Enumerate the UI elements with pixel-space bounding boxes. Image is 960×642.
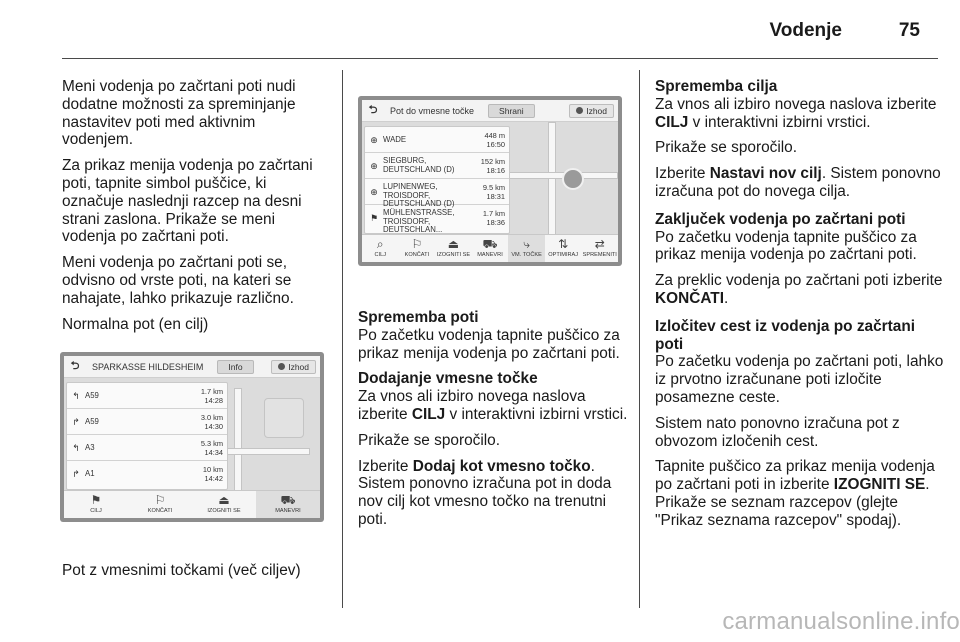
exit-icon: [278, 363, 285, 370]
heading-change-destination: Sprememba cilja: [655, 78, 778, 95]
col2-paragraph-1: Po začetku vodenja tapnite puščico za prikaz menija vodenja po začrtani poti.: [358, 326, 620, 362]
col2-paragraph-2: Za vnos ali izbiro novega naslova izberite CILJ v interaktivni izbirni vrstici.: [358, 388, 628, 423]
turn-arrow-icon: ↱: [72, 469, 80, 479]
waypoint-icon: ⊕: [370, 161, 378, 171]
page-number: 75: [898, 20, 920, 41]
position-icon: [562, 168, 584, 190]
watermark: carmanualsonline.info: [722, 608, 960, 635]
info-button[interactable]: Info: [217, 360, 253, 374]
screenshot-waypoint-route: [358, 96, 622, 266]
route-title: Pot do vmesne točke: [390, 105, 475, 116]
change-route-icon: ⇄: [594, 237, 605, 251]
maneuvers-button[interactable]: ⛟ MANEVRI: [256, 491, 320, 518]
heading-exclude-roads: Izločitev cest iz vodenja po začrtani poti: [655, 317, 916, 353]
optimize-button[interactable]: ⇅ OPTIMIRAJ: [545, 235, 582, 262]
destination-icon: ⚑: [369, 213, 379, 223]
back-icon[interactable]: ⮌: [368, 104, 378, 116]
screenshot-normal-route: [60, 352, 324, 522]
col3-paragraph-7: Sistem nato ponovno izračuna pot z obvozom izločenih cest.: [655, 414, 900, 450]
col1-paragraph-2: Za prikaz menija vodenja po začrtani poti, tapnite simbol puščice, ki označuje naslednji razcep na desni strani zaslona. Prikaže se meni vodenja po začrtani poti.: [62, 157, 313, 246]
col3-paragraph-1: Za vnos ali izbiro novega naslova izberite CILJ v interaktivni izbirni vrstici.: [655, 95, 937, 131]
interaction-bar: [64, 490, 320, 518]
end-route-button[interactable]: ⚐ KONČATI: [399, 235, 436, 262]
column-1: [62, 78, 328, 341]
waypoints-button[interactable]: ⤷ VM. TOČKE: [508, 235, 545, 262]
avoid-road-icon: ⏏: [218, 493, 230, 507]
waypoint-icon: ⊕: [370, 187, 378, 197]
list-item[interactable]: ⚑ MÜHLENSTRASSE, TROISDORF, DEUTSCHLAN... 1.7 km 18:36: [369, 208, 505, 235]
list-item[interactable]: ↰ A3 5.3 km 14:34: [67, 435, 227, 461]
interaction-bar: [362, 234, 618, 262]
back-icon[interactable]: ⮌: [70, 360, 80, 372]
list-item[interactable]: ⊕ WADE 448 m 16:50: [365, 127, 509, 153]
col3-paragraph-8: Tapnite puščico za prikaz menija vodenja po začrtani poti in izberite IZOGNITI SE. Prikaže se seznam razcepov (glejte "Prikaz seznama razcepov" spodaj).: [655, 458, 935, 529]
maneuvers-button[interactable]: ⛟ MANEVRI: [472, 235, 509, 262]
maneuver-icon: ⛟: [280, 493, 296, 507]
column-2: [358, 309, 630, 537]
waypoint-list: [364, 126, 510, 234]
column-3: [655, 78, 947, 530]
avoid-button[interactable]: ⏏ IZOGNITI SE: [436, 237, 471, 258]
figure-caption: Pot z vmesnimi točkami (več ciljev): [62, 562, 301, 579]
figure-caption-block: [62, 562, 328, 580]
col3-paragraph-4: Po začetku vodenja tapnite puščico za prikaz menija vodenja po začrtani poti.: [655, 228, 917, 264]
col2-paragraph-4: Izberite Dodaj kot vmesno točko. Sistem ponovno izračuna pot in doda nov cilj kot vmesno točko na trenutni poti.: [358, 457, 612, 528]
route-title: SPARKASSE HILDESHEIM: [92, 361, 204, 372]
header-rule: [62, 58, 938, 59]
destination-button[interactable]: ⌕ CILJ: [362, 235, 399, 262]
list-item[interactable]: ↰ A59 1.7 km 14:28: [67, 383, 227, 409]
col3-paragraph-5: Za preklic vodenja po začrtani poti izberite KONČATI.: [655, 272, 943, 307]
top-bar: [362, 100, 618, 122]
avoid-button[interactable]: ⏏ IZOGNITI SE: [192, 491, 256, 518]
list-item[interactable]: ↱ A59 3.0 km 14:30: [67, 409, 227, 435]
col1-paragraph-4: Normalna pot (en cilj): [62, 315, 209, 333]
waypoint-route-icon: ⤷: [523, 237, 530, 251]
change-button[interactable]: ⇄ SPREMENITI: [582, 237, 617, 258]
exit-button[interactable]: Izhod: [569, 104, 614, 118]
stop-flag-icon: ⚐: [154, 493, 166, 507]
turn-arrow-icon: ↰: [72, 391, 80, 401]
save-button[interactable]: Shrani: [488, 104, 535, 118]
heading-end-guidance: Zaključek vodenja po začrtani poti: [655, 210, 906, 228]
list-item[interactable]: ↱ A1 10 km 14:42: [72, 465, 223, 483]
heading-route-change: Sprememba poti: [358, 309, 479, 326]
maneuver-list: [66, 382, 228, 490]
list-item[interactable]: ⊕ LUPINENWEG, TROISDORF, DEUTSCHLAND (D) 9.5 km 18:31: [365, 179, 509, 205]
exit-button[interactable]: Izhod: [271, 360, 316, 374]
search-icon: ⌕: [376, 237, 384, 251]
col3-paragraph-2: Prikaže se sporočilo.: [655, 139, 797, 157]
stop-flag-icon: ⚐: [411, 237, 423, 251]
avoid-road-icon: ⏏: [447, 237, 460, 251]
waypoint-icon: ⊕: [370, 135, 378, 145]
destination-button[interactable]: ⚑ CILJ: [64, 491, 128, 518]
turn-arrow-icon: ↰: [72, 443, 80, 453]
end-route-button[interactable]: ⚐ KONČATI: [128, 491, 192, 518]
col3-paragraph-3: Izberite Nastavi nov cilj. Sistem ponovno izračuna pot do novega cilja.: [655, 165, 941, 200]
page-title: Vodenje: [769, 20, 842, 41]
top-bar: [64, 356, 320, 378]
flag-icon: ⚑: [90, 493, 102, 507]
heading-add-waypoint: Dodajanje vmesne točke: [358, 370, 538, 388]
optimize-icon: ⇅: [558, 237, 569, 251]
col3-paragraph-6: Po začetku vodenja po začrtani poti, lahko iz prvotno izračunane poti izločite posamezne ceste.: [655, 353, 944, 406]
exit-icon: [576, 107, 583, 114]
list-item[interactable]: ⊕ SIEGBURG, DEUTSCHLAND (D) 152 km 18:16: [365, 153, 509, 179]
maneuver-icon: ⛟: [482, 237, 498, 251]
turn-arrow-icon: ↱: [72, 417, 80, 427]
col1-paragraph-3: Meni vodenja po začrtani poti se, odvisno od vrste poti, na kateri se nahajate, lahko prikazuje različno.: [62, 254, 294, 307]
column-divider-2: [639, 70, 640, 608]
column-divider-1: [342, 70, 343, 608]
col1-paragraph-1: Meni vodenja po začrtani poti nudi dodatne možnosti za spreminjanje nastavitev poti med aktivnim vodenjem.: [62, 78, 296, 149]
col2-paragraph-3: Prikaže se sporočilo.: [358, 431, 500, 449]
